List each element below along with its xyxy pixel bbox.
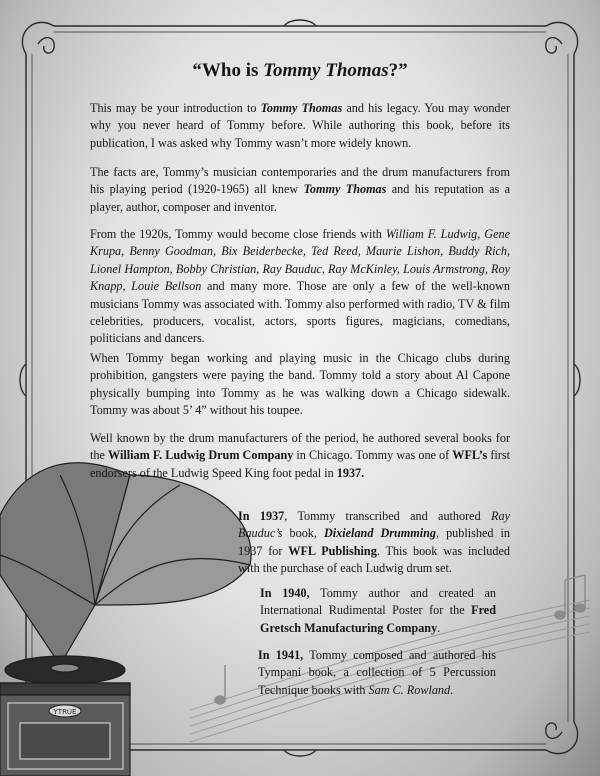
paragraph-introduction: This may be your introduction to Tommy Thomas and his legacy. You may wonder why you never heard of Tommy before. While authoring this book, before its publication, I was asked why Tommy wasn’t more widely known. <box>90 101 510 150</box>
paragraph-friends: From the 1920s, Tommy would become close friends with William F. Ludwig, Gene Krupa, Benny Goodman, Bix Beiderbecke, Ted Reed, Maurie Lishon, Buddy Rich, Lionel Hampton, Bobby Christian, Ray Bauduc, Ray McKinley, Louis Armstrong, Roy Knapp, Louie Bellson and many more. Those are only a few of the well-known musicians Tommy was associated with. Tommy also performed with radio, TV & film celebrities, producers, vocalist, actors, sports figures, magicians, comedians, politicians and dancers. <box>90 227 511 346</box>
paragraph-1940: In 1940, Tommy author and created an International Rudimental Poster for the Fred Gretsch Manufacturing Company. <box>260 586 496 635</box>
paragraph-ludwig: Well known by the drum manufacturers of the period, he authored several books for the William F. Ludwig Drum Company in Chicago. Tommy was one of WFL’s first endorsers of the Ludwig Speed King foot pedal in 1937. <box>90 431 510 480</box>
paragraph-1937: In 1937, Tommy transcribed and authored Ray Bauduc’s book, Dixieland Drumming, published in 1937 for WFL Publishing. This book was included with the purchase of each Ludwig drum set. <box>238 509 511 576</box>
paragraph-facts: The facts are, Tommy’s musician contemporaries and the drum manufacturers from his playing period (1920-1965) all knew Tommy Thomas and his reputation as a player, author, composer and inventor. <box>90 165 511 214</box>
paragraph-1941: In 1941, Tommy composed and authored his Tympani book, a collection of 5 Percussion Technique books with Sam C. Rowland. <box>258 648 496 697</box>
page-title: “Who is Tommy Thomas?” <box>192 60 408 81</box>
svg-text:YTRUE: YTRUE <box>53 708 77 716</box>
gramophone-badge <box>49 705 81 717</box>
paragraph-chicago: When Tommy began working and playing music in the Chicago clubs during prohibition, gangsters were paying the band. Tommy told a story about Al Capone physically bumping into Tommy as he was walking down a Chicago sidewalk. Tommy was about 5’ 4” without his toupee. <box>90 351 510 418</box>
